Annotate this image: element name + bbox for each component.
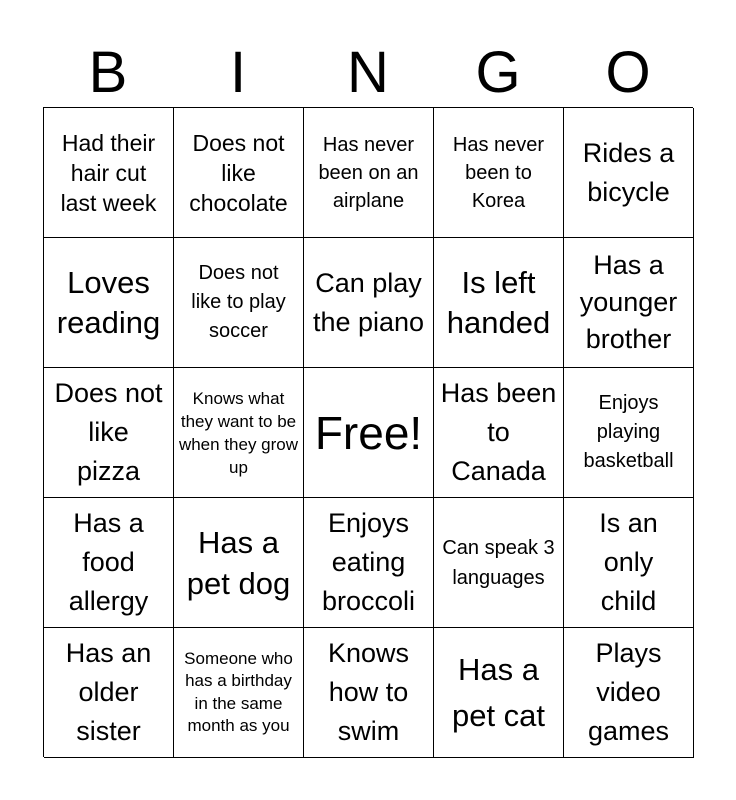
- cell-text: Has an older sister: [65, 638, 152, 746]
- cell-text: Is an only child: [599, 508, 658, 616]
- cell-text: Plays video games: [587, 638, 670, 746]
- cell-text: Can play the piano: [312, 267, 425, 337]
- bingo-cell[interactable]: [304, 368, 434, 498]
- bingo-cell[interactable]: [44, 628, 174, 758]
- cell-text: Knows what they want to be when they grow up: [178, 388, 299, 477]
- header-letter-b: B: [88, 40, 128, 105]
- bingo-cell[interactable]: [174, 238, 304, 368]
- bingo-cell[interactable]: [44, 368, 174, 498]
- cell-text: Has never been on an airplane: [318, 133, 419, 212]
- header-letter-i: I: [229, 40, 247, 105]
- bingo-cell[interactable]: [434, 108, 564, 238]
- cell-text: Knows how to swim: [327, 638, 410, 746]
- cell-text: Enjoys eating broccoli: [321, 508, 416, 616]
- cell-text: Has a pet dog: [186, 524, 291, 601]
- cell-text: Enjoys playing basketball: [583, 392, 674, 472]
- bingo-cell[interactable]: [44, 498, 174, 628]
- bingo-cell[interactable]: [44, 108, 174, 238]
- cell-text: Had their hair cut last week: [60, 129, 157, 216]
- bingo-cell[interactable]: [174, 368, 304, 498]
- bingo-cell[interactable]: [304, 108, 434, 238]
- bingo-cell[interactable]: [304, 498, 434, 628]
- cell-text: Does not like chocolate: [189, 129, 288, 216]
- bingo-cell[interactable]: [174, 108, 304, 238]
- bingo-board: [43, 107, 693, 757]
- cell-text: Has a food allergy: [68, 508, 149, 616]
- cell-text: Has been to Canada: [440, 378, 557, 486]
- bingo-cell[interactable]: [304, 628, 434, 758]
- cell-text: Has a pet cat: [451, 651, 546, 733]
- bingo-cell[interactable]: [434, 238, 564, 368]
- bingo-header: [43, 38, 693, 108]
- bingo-cell[interactable]: [434, 498, 564, 628]
- bingo-cell[interactable]: [174, 628, 304, 758]
- cell-text: Does not like to play soccer: [191, 262, 286, 342]
- bingo-cell[interactable]: [564, 238, 694, 368]
- bingo-cell[interactable]: [434, 368, 564, 498]
- cell-text: Has a younger brother: [579, 250, 678, 354]
- cell-text: Does not like pizza: [54, 378, 163, 486]
- bingo-cell[interactable]: [174, 498, 304, 628]
- bingo-cell[interactable]: [304, 238, 434, 368]
- cell-text: Loves reading: [56, 264, 161, 340]
- header-letter-o: O: [605, 40, 651, 105]
- bingo-cell[interactable]: [564, 628, 694, 758]
- cell-text: Rides a bicycle: [582, 137, 675, 207]
- cell-text: Has never been to Korea: [452, 133, 545, 212]
- bingo-cell[interactable]: [564, 368, 694, 498]
- bingo-cell[interactable]: [434, 628, 564, 758]
- bingo-cell[interactable]: [564, 498, 694, 628]
- header-letter-n: N: [347, 40, 389, 105]
- cell-text-free: Free!: [314, 406, 423, 459]
- header-letter-g: G: [475, 40, 521, 105]
- cell-text: Can speak 3 languages: [442, 536, 555, 589]
- bingo-cell[interactable]: [564, 108, 694, 238]
- cell-text: Someone who has a birthday in the same month as you: [184, 648, 293, 735]
- cell-text: Is left handed: [446, 264, 551, 340]
- bingo-cell[interactable]: [44, 238, 174, 368]
